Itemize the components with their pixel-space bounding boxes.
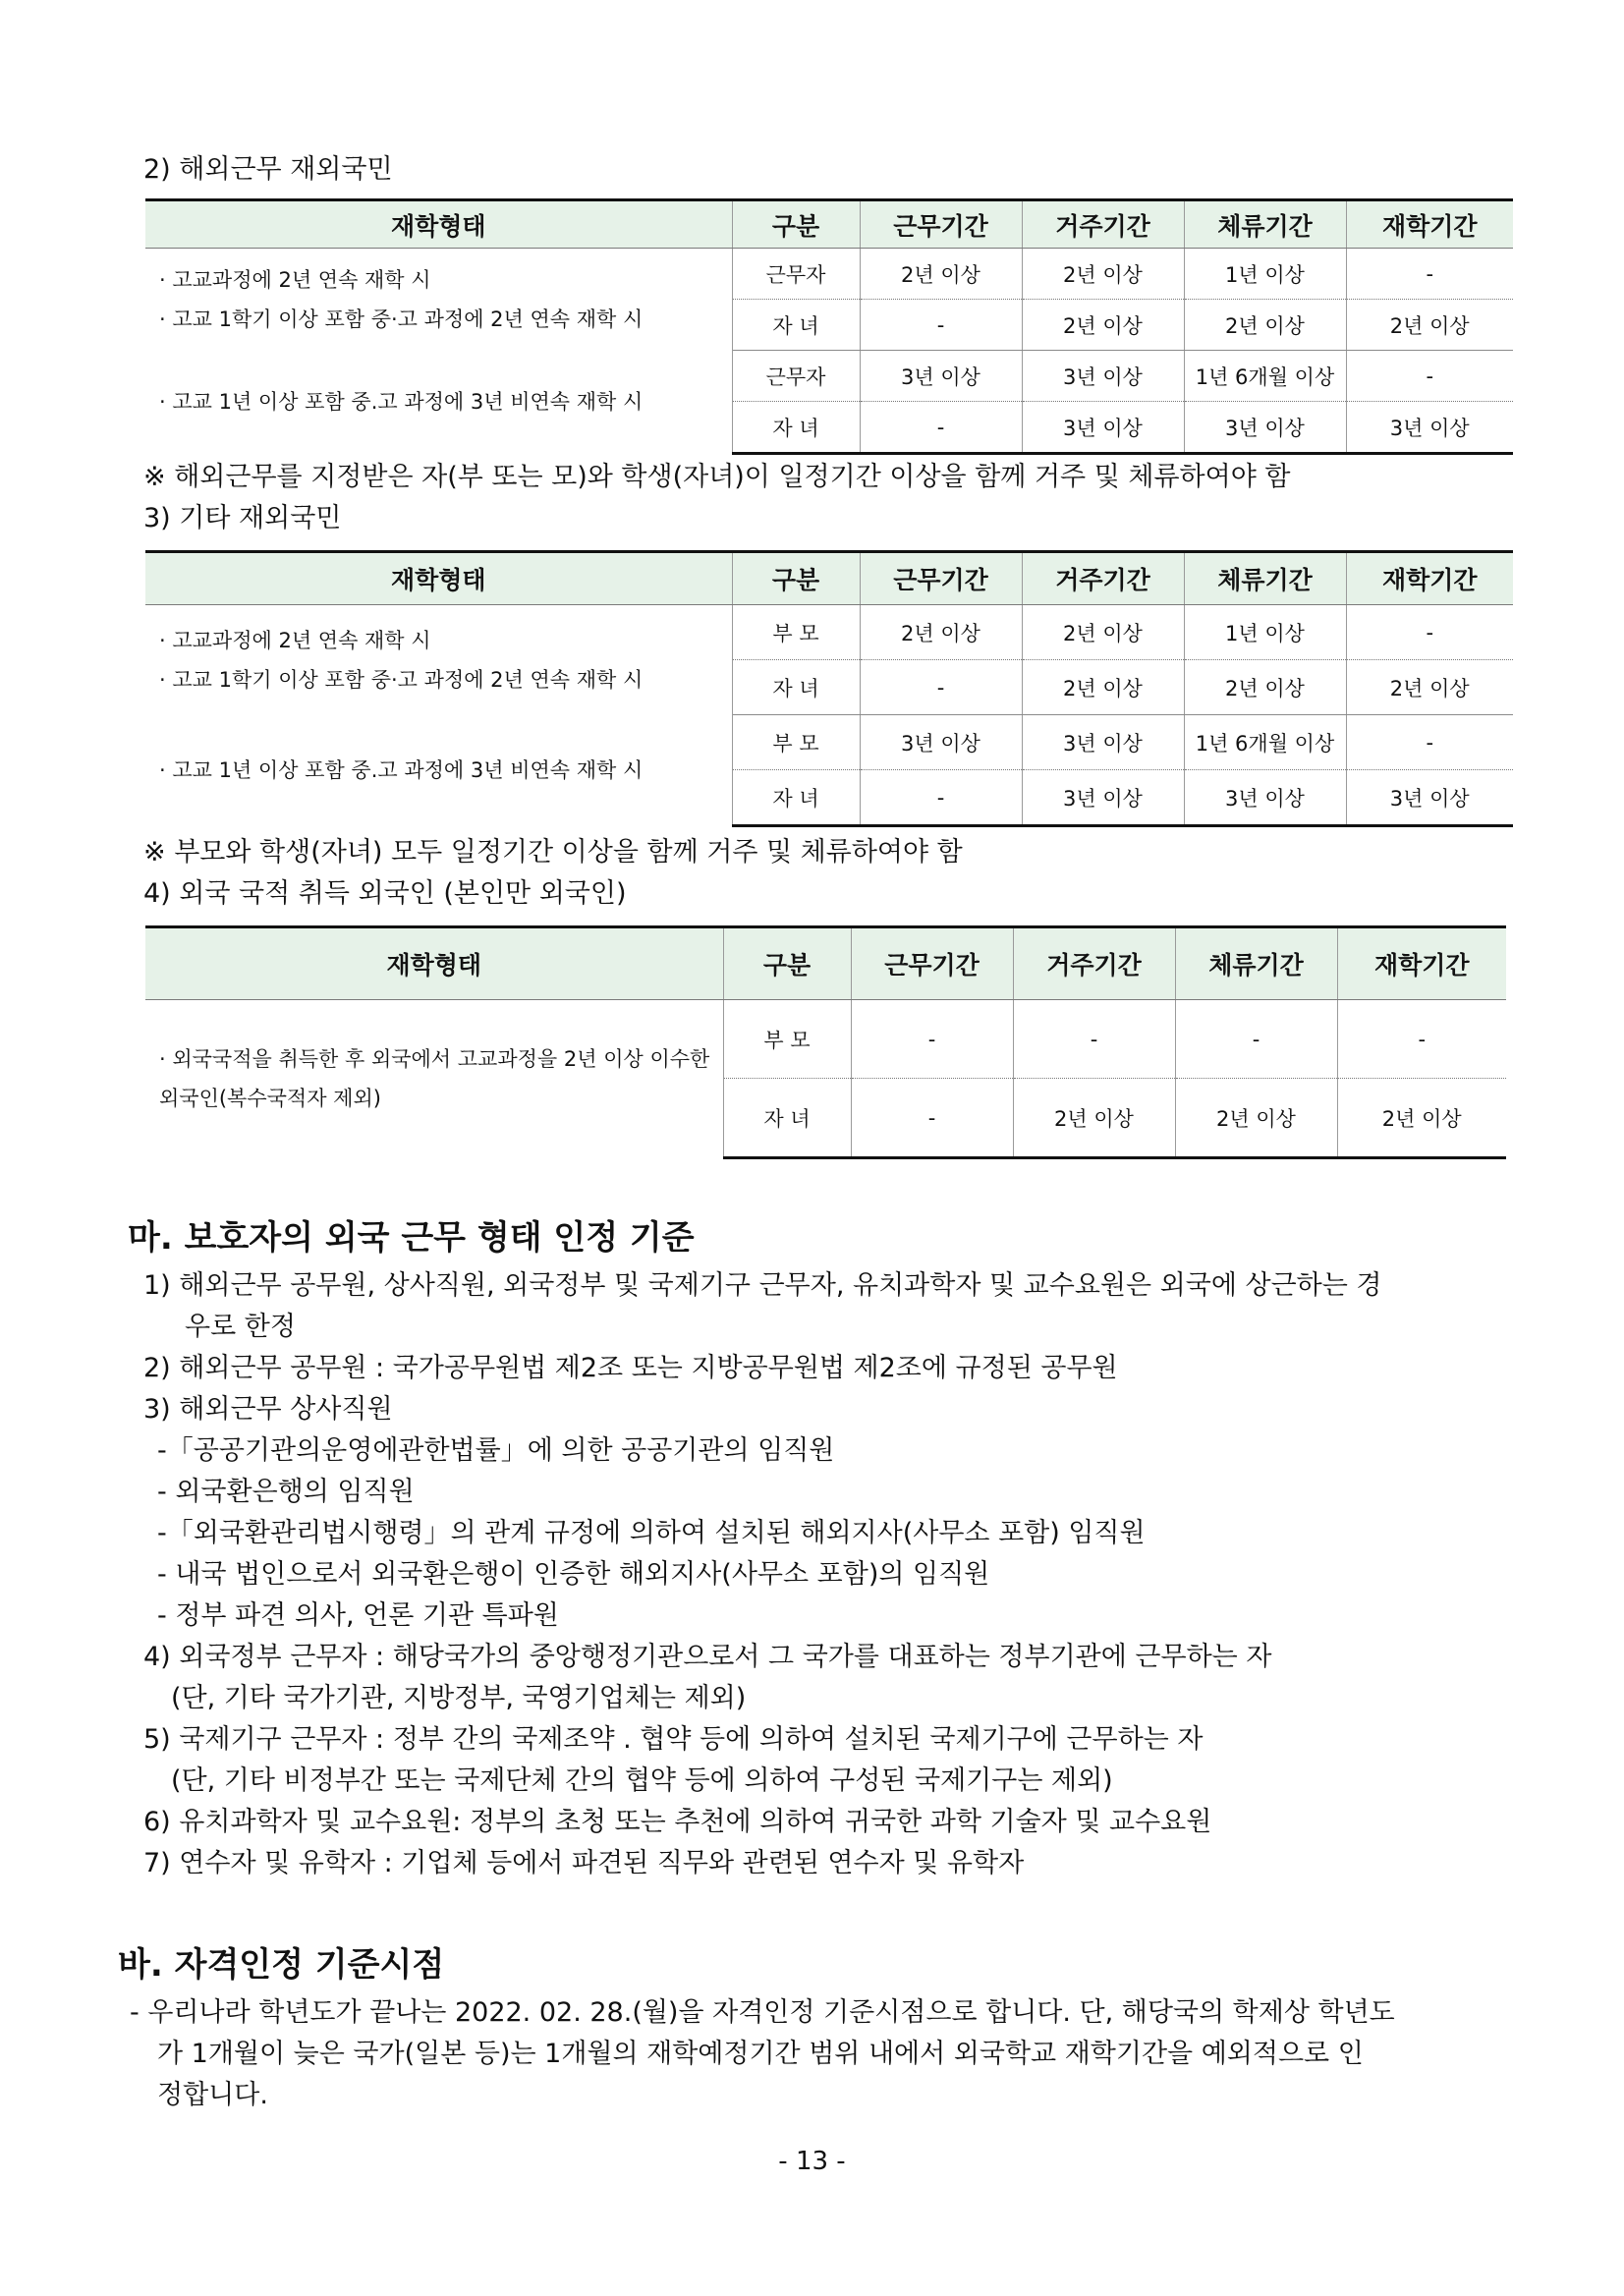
category-cell: 자 녀 — [732, 402, 860, 454]
category-cell: 자 녀 — [732, 770, 860, 826]
section-2-note: ※ 해외근무를 지정받은 자(부 또는 모)와 학생(자녀)이 일정기간 이상을 함께 거주 및 체류하여야 함 — [143, 462, 1291, 492]
column-header: 재학형태 — [145, 552, 732, 605]
ma-line: 5) 국제기구 근무자 : 정부 간의 국제조약 . 협약 등에 의하여 설치된 국제기구에 근무하는 자 — [143, 1724, 1204, 1755]
category-cell: 부 모 — [723, 1000, 851, 1079]
column-header: 재학기간 — [1337, 927, 1506, 1000]
category-cell: 부 모 — [732, 605, 860, 660]
column-header: 구분 — [732, 200, 860, 249]
study-type-text: · 고교과정에 2년 연속 재학 시 — [159, 628, 431, 652]
section-2-title: 2) 해외근무 재외국민 — [143, 154, 393, 185]
ma-line: (단, 기타 국가기관, 지방정부, 국영기업체는 제외) — [171, 1683, 747, 1713]
ma-line: - 내국 법인으로서 외국환은행이 인증한 해외지사(사무소 포함)의 임직원 — [157, 1559, 990, 1590]
period-cell: 3년 이상 — [1346, 770, 1513, 826]
table-row — [145, 351, 1513, 402]
table-row — [145, 249, 1513, 300]
section-4-title: 4) 외국 국적 취득 외국인 (본인만 외국인) — [143, 878, 627, 909]
column-header: 재학기간 — [1346, 552, 1513, 605]
ma-line: 우로 한정 — [185, 1312, 296, 1342]
period-cell: 2년 이상 — [1013, 1079, 1175, 1158]
period-cell: - — [851, 1079, 1013, 1158]
column-header: 거주기간 — [1022, 200, 1184, 249]
ba-line: 가 1개월이 늦은 국가(일본 등)는 1개월의 재학예정기간 범위 내에서 외국학교 재학기간을 예외적으로 인 — [157, 2039, 1364, 2069]
period-cell: - — [1013, 1000, 1175, 1079]
period-cell: - — [1346, 249, 1513, 300]
period-cell: 2년 이상 — [1346, 300, 1513, 351]
ma-line: 7) 연수자 및 유학자 : 기업체 등에서 파견된 직무와 관련된 연수자 및 유학자 — [143, 1848, 1025, 1878]
column-header: 구분 — [732, 552, 860, 605]
ma-line: 2) 해외근무 공무원 : 국가공무원법 제2조 또는 지방공무원법 제2조에 규정된 공무원 — [143, 1353, 1118, 1383]
column-header: 재학형태 — [145, 927, 723, 1000]
study-type-text: 외국인(복수국적자 제외) — [159, 1087, 381, 1111]
period-cell: 2년 이상 — [1184, 660, 1346, 715]
study-type-text: · 외국국적을 취득한 후 외국에서 고교과정을 2년 이상 이수한 — [159, 1047, 710, 1072]
period-cell: 3년 이상 — [860, 715, 1022, 770]
period-cell: 3년 이상 — [1184, 770, 1346, 826]
table-overseas-work — [145, 198, 1513, 455]
study-type-text: · 고교 1학기 이상 포함 중·고 과정에 2년 연속 재학 시 — [159, 307, 644, 331]
column-header: 거주기간 — [1022, 552, 1184, 605]
ma-line: -「공공기관의운영에관한법률」에 의한 공공기관의 임직원 — [157, 1435, 835, 1466]
category-cell: 자 녀 — [723, 1079, 851, 1158]
period-cell: 3년 이상 — [1346, 402, 1513, 454]
ba-line: 정합니다. — [157, 2080, 268, 2110]
ma-line: - 외국환은행의 임직원 — [157, 1477, 415, 1507]
category-cell: 근무자 — [732, 249, 860, 300]
study-type-text: · 고교 1학기 이상 포함 중·고 과정에 2년 연속 재학 시 — [159, 667, 644, 692]
column-header: 거주기간 — [1013, 927, 1175, 1000]
ma-line: 3) 해외근무 상사직원 — [143, 1394, 393, 1425]
column-header: 근무기간 — [860, 200, 1022, 249]
column-header: 재학형태 — [145, 200, 732, 249]
period-cell: - — [1337, 1000, 1506, 1079]
column-header: 체류기간 — [1184, 552, 1346, 605]
period-cell: - — [860, 770, 1022, 826]
period-cell: 2년 이상 — [1184, 300, 1346, 351]
ma-line: (단, 기타 비정부간 또는 국제단체 간의 협약 등에 의하여 구성된 국제기구는 제외) — [171, 1765, 1113, 1796]
period-cell: - — [851, 1000, 1013, 1079]
period-cell: 2년 이상 — [860, 249, 1022, 300]
period-cell: - — [1175, 1000, 1337, 1079]
period-cell: 1년 이상 — [1184, 605, 1346, 660]
study-type-cell — [145, 1000, 723, 1158]
category-cell: 자 녀 — [732, 660, 860, 715]
section-3-note: ※ 부모와 학생(자녀) 모두 일정기간 이상을 함께 거주 및 체류하여야 함 — [143, 837, 963, 868]
table-foreign-nationality — [145, 925, 1506, 1159]
period-cell: 3년 이상 — [1022, 402, 1184, 454]
period-cell: 3년 이상 — [1184, 402, 1346, 454]
category-cell: 부 모 — [732, 715, 860, 770]
period-cell: 2년 이상 — [1022, 605, 1184, 660]
table-row — [145, 1000, 1506, 1079]
period-cell: 1년 이상 — [1184, 249, 1346, 300]
study-type-cell — [145, 715, 732, 826]
page-number: - 13 - — [778, 2147, 846, 2176]
ba-line: - 우리나라 학년도가 끝나는 2022. 02. 28.(월)을 자격인정 기준시점으로 합니다. 단, 해당국의 학제상 학년도 — [130, 1997, 1395, 2028]
period-cell: 3년 이상 — [860, 351, 1022, 402]
section-ba-heading: 바. 자격인정 기준시점 — [118, 1945, 445, 1985]
ma-line: - 정부 파견 의사, 언론 기관 특파원 — [157, 1600, 559, 1631]
period-cell: 2년 이상 — [1022, 300, 1184, 351]
ma-line: 6) 유치과학자 및 교수요원: 정부의 초청 또는 추천에 의하여 귀국한 과학 기술자 및 교수요원 — [143, 1807, 1212, 1837]
study-type-cell — [145, 249, 732, 351]
table-other-overseas — [145, 550, 1513, 827]
ma-line: 1) 해외근무 공무원, 상사직원, 외국정부 및 국제기구 근무자, 유치과학자 및 교수요원은 외국에 상근하는 경 — [143, 1270, 1382, 1301]
period-cell: 3년 이상 — [1022, 715, 1184, 770]
study-type-cell — [145, 351, 732, 454]
column-header: 구분 — [723, 927, 851, 1000]
ma-line: -「외국환관리법시행령」의 관계 규정에 의하여 설치된 해외지사(사무소 포함) 임직원 — [157, 1518, 1146, 1548]
period-cell: 2년 이상 — [1022, 660, 1184, 715]
period-cell: - — [860, 402, 1022, 454]
period-cell: 3년 이상 — [1022, 770, 1184, 826]
study-type-cell — [145, 605, 732, 715]
period-cell: - — [1346, 605, 1513, 660]
column-header: 체류기간 — [1175, 927, 1337, 1000]
column-header: 재학기간 — [1346, 200, 1513, 249]
period-cell: 3년 이상 — [1022, 351, 1184, 402]
section-ma-heading: 마. 보호자의 외국 근무 형태 인정 기준 — [128, 1218, 695, 1258]
ma-line: 4) 외국정부 근무자 : 해당국가의 중앙행정기관으로서 그 국가를 대표하는 정부기관에 근무하는 자 — [143, 1642, 1272, 1672]
period-cell: 1년 6개월 이상 — [1184, 715, 1346, 770]
period-cell: - — [1346, 715, 1513, 770]
period-cell: 2년 이상 — [1346, 660, 1513, 715]
period-cell: 1년 6개월 이상 — [1184, 351, 1346, 402]
section-3-title: 3) 기타 재외국민 — [143, 503, 342, 533]
period-cell: 2년 이상 — [1337, 1079, 1506, 1158]
table-row — [145, 715, 1513, 770]
column-header: 근무기간 — [860, 552, 1022, 605]
period-cell: 2년 이상 — [860, 605, 1022, 660]
period-cell: 2년 이상 — [1175, 1079, 1337, 1158]
period-cell: - — [1346, 351, 1513, 402]
column-header: 근무기간 — [851, 927, 1013, 1000]
category-cell: 자 녀 — [732, 300, 860, 351]
table-row — [145, 605, 1513, 660]
period-cell: 2년 이상 — [1022, 249, 1184, 300]
period-cell: - — [860, 660, 1022, 715]
period-cell: - — [860, 300, 1022, 351]
study-type-text: · 고교과정에 2년 연속 재학 시 — [159, 267, 431, 292]
study-type-text: · 고교 1년 이상 포함 중.고 과정에 3년 비연속 재학 시 — [159, 758, 644, 782]
study-type-text: · 고교 1년 이상 포함 중.고 과정에 3년 비연속 재학 시 — [159, 390, 644, 414]
column-header: 체류기간 — [1184, 200, 1346, 249]
category-cell: 근무자 — [732, 351, 860, 402]
